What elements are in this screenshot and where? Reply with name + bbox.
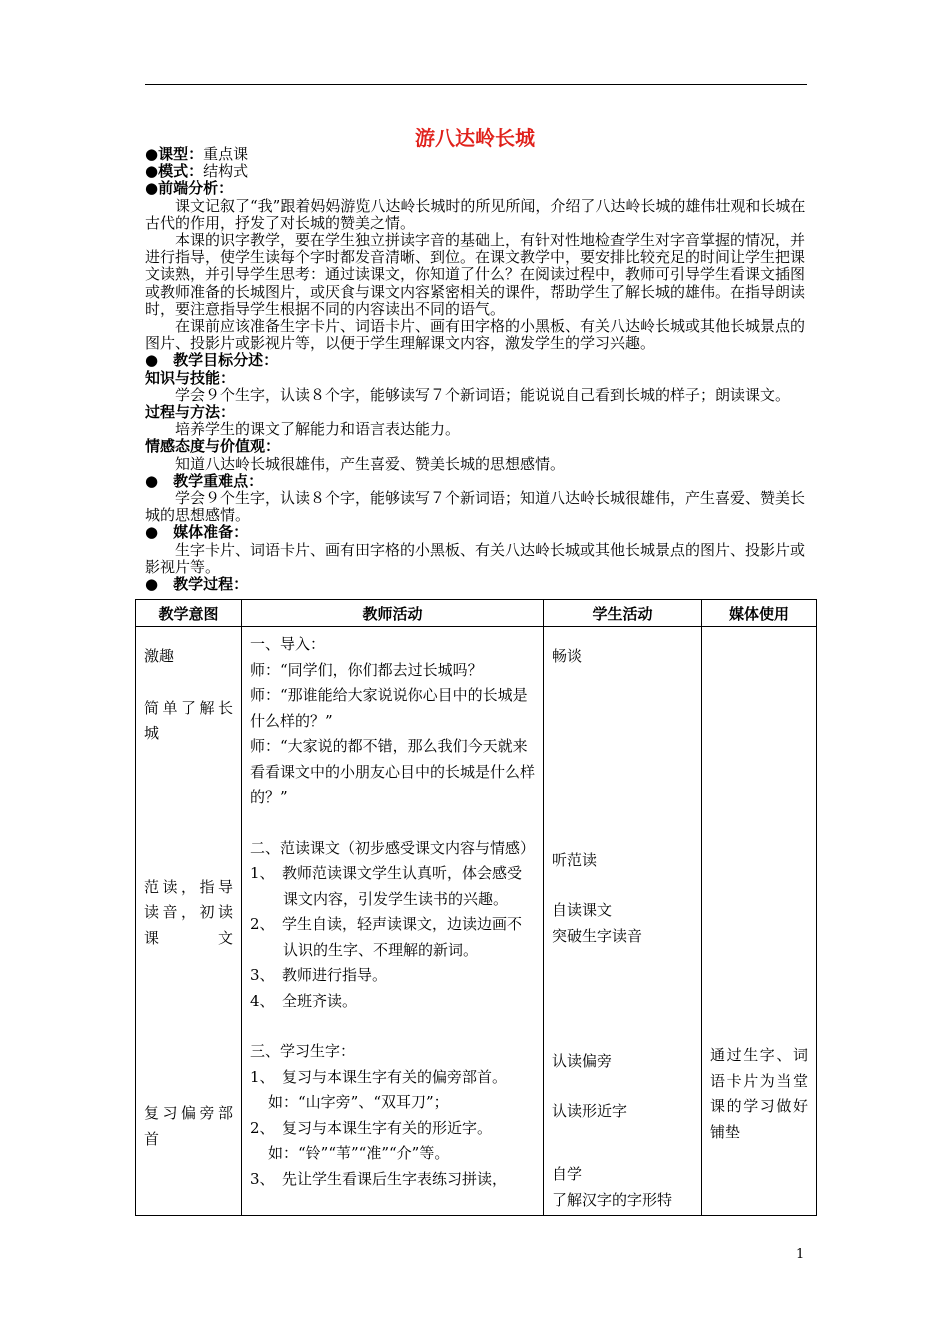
mode-label: ●模式： <box>145 162 204 181</box>
step-line: 1、 复习与本课生字有关的偏旁部首。 <box>250 1067 508 1086</box>
attitude-heading: 情感态度与价值观： <box>145 437 281 456</box>
step-line: 2、 复习与本课生字有关的形近字。 <box>250 1118 493 1137</box>
student-item: 认读形近字 <box>552 1101 628 1120</box>
goals-heading: ● 教学目标分述： <box>145 351 279 370</box>
step-example: 如：“铃”“苇”“准”“介”等。 <box>268 1144 450 1162</box>
knowledge-heading: 知识与技能： <box>145 368 236 387</box>
intent-item: 简单了解长城 <box>144 698 233 742</box>
student-item: 听范读 <box>552 850 598 869</box>
step-heading: 一、导入： <box>250 635 326 653</box>
page-number: 1 <box>796 1247 805 1262</box>
column-header: 学生活动 <box>544 600 702 627</box>
document-title: 游八达岭长城 <box>415 126 535 150</box>
method-heading: 过程与方法： <box>145 403 236 422</box>
step-line: 4、 全班齐读。 <box>250 991 358 1010</box>
student-cell <box>544 627 702 1216</box>
keypoints-heading: ● 教学重难点： <box>145 471 264 490</box>
step-line: 3、 先让学生看课后生字表练习拼读， <box>250 1169 508 1188</box>
method-text: 培养学生的课文了解能力和语言表达能力。 <box>175 420 461 439</box>
analysis-paragraph: 本课的识字教学，要在学生独立拼读字音的基础上，有针对性地检查学生对字音掌握的情况，并进行指导，使学生读每个字时都发音清晰、到位。在课文教学中，要安排比较充足的时间让学生把课文读熟，并引导学生思考：通过读课文，你知道了什么？在阅读过程中，教师可引导学生看课文插图或教师准备的长城图片，或厌食与课文内容紧密相关的课件，帮助学生了解长城的雄伟。在指导朗读时，要注意指导学生根据不同的内容读出不同的语气。 <box>145 231 806 318</box>
media-use-text: 通过生字、词语卡片为当堂课的学习做好铺垫 <box>710 1046 808 1141</box>
teaching-process-table <box>135 599 817 1216</box>
media-heading: ● 媒体准备： <box>145 523 249 542</box>
media-text: 生字卡片、词语卡片、画有田字格的小黑板、有关八达岭长城或其他长城景点的图片、投影片或影视片等。 <box>145 540 806 576</box>
student-item: 突破生字读音 <box>552 926 643 945</box>
table-header-row <box>136 600 817 627</box>
column-header: 教学意图 <box>136 600 242 627</box>
step-line: 3、 教师进行指导。 <box>250 966 388 984</box>
analysis-paragraph: 在课前应该准备生字卡片、词语卡片、画有田字格的小黑板、有关八达岭长城或其他长城景点的图片、投影片或影视片等，以便于学生理解课文内容，激发学生的学习兴趣。 <box>145 317 806 353</box>
attitude-text: 知道八达岭长城很雄伟，产生喜爱、赞美长城的思想感情。 <box>175 454 566 473</box>
knowledge-text: 学会９个生字，认读８个字，能够读写７个新词语；能说说自己看到长城的样子；朗读课文。 <box>175 385 791 404</box>
student-item: 自学 <box>552 1165 583 1183</box>
step-line: 师：“那谁能给大家说说你心目中的长城是什么样的？” <box>250 686 528 730</box>
type-value: 重点课 <box>203 145 249 163</box>
header-rule <box>145 84 807 85</box>
student-item: 认读偏旁 <box>552 1052 613 1070</box>
table-row <box>136 627 817 1216</box>
step-line: 2、 学生自读，轻声读课文，边读边画不认识的生字、不理解的新词。 <box>250 915 523 959</box>
student-item: 了解汉字的字形特 <box>552 1190 673 1209</box>
process-heading: ● 教学过程： <box>145 575 249 594</box>
keypoints-text: 学会９个生字，认读８个字，能够读写７个新词语；知道八达岭长城很雄伟，产生喜爱、赞美长城的思想感情。 <box>145 489 806 525</box>
step-heading: 三、学习生字： <box>250 1042 356 1060</box>
intent-cell <box>136 627 242 1216</box>
intent-item: 复习偏旁部首 <box>144 1104 233 1148</box>
student-item: 自读课文 <box>552 901 613 919</box>
lesson-intro <box>145 146 807 593</box>
analysis-paragraph: 课文记叙了“我”跟着妈妈游览八达岭长城时的所见所闻，介绍了八达岭长城的雄伟壮观和长城在古代的作用，抒发了对长城的赞美之情。 <box>145 196 806 232</box>
student-item: 畅谈 <box>552 647 583 665</box>
intent-item: 激趣 <box>144 647 175 665</box>
analysis-heading: ●前端分析： <box>145 179 234 198</box>
type-label: ●课型： <box>145 145 204 163</box>
media-cell <box>702 627 817 1216</box>
teacher-cell <box>242 627 544 1216</box>
column-header: 媒体使用 <box>702 600 817 627</box>
mode-value: 结构式 <box>203 162 249 181</box>
step-example: 如：“山字旁”、“双耳刀”； <box>268 1093 449 1111</box>
intent-item: 范读，指导读音，初读课文 <box>144 877 233 947</box>
step-line: 1、 教师范读课文学生认真听，体会感受课文内容，引发学生读书的兴趣。 <box>250 864 523 908</box>
column-header: 教师活动 <box>242 600 544 627</box>
step-line: 师：“大家说的都不错，那么我们今天就来看看课文中的小朋友心目中的长城是什么样的？” <box>250 737 536 806</box>
step-heading: 二、范读课文（初步感受课文内容与情感） <box>250 838 536 857</box>
step-line: 师：“同学们，你们都去过长城吗？ <box>250 660 483 679</box>
